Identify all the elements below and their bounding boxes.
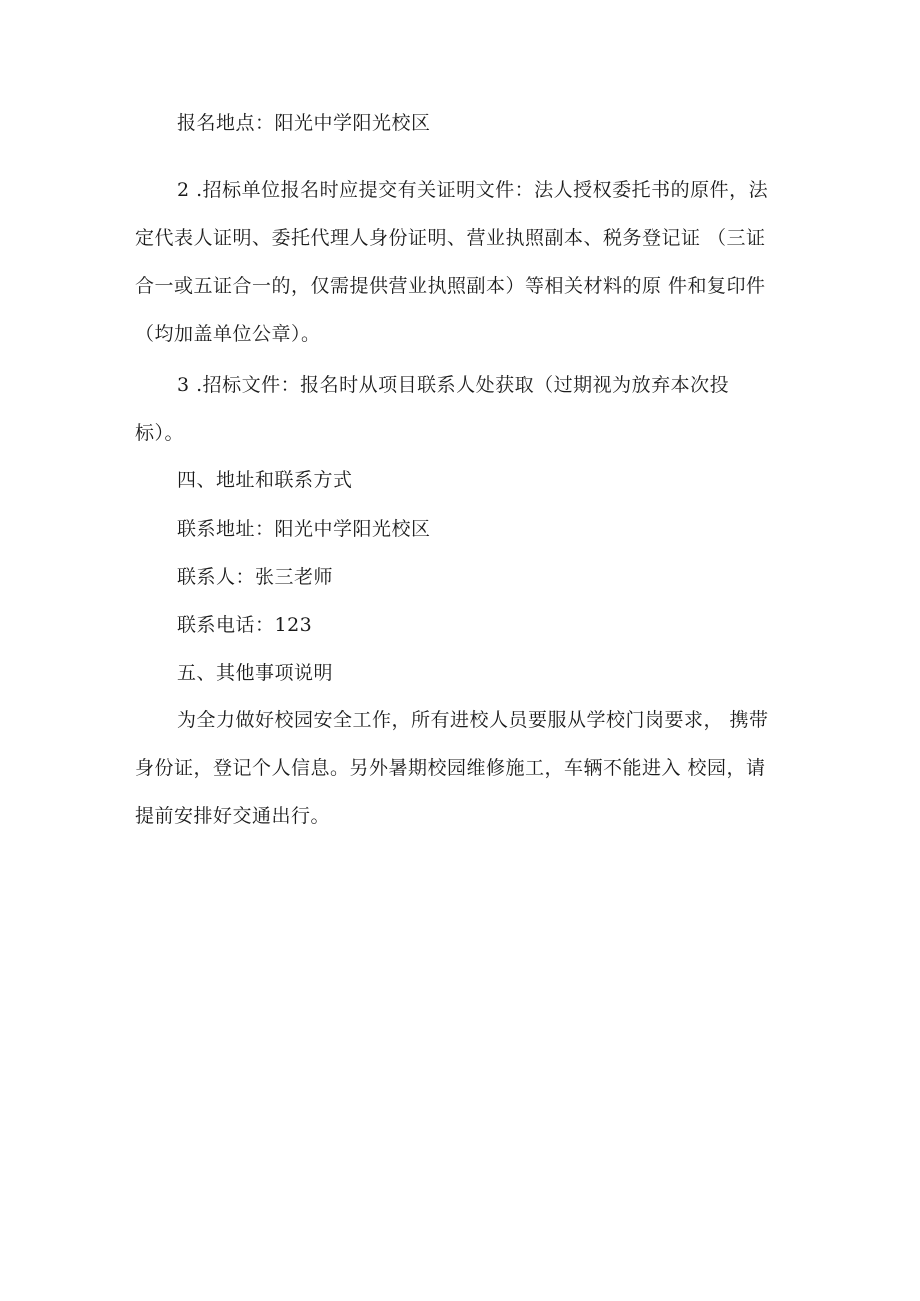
- paragraph-line: 为全力做好校园安全工作，所有进校人员要服从学校门岗要求， 携带: [177, 709, 769, 731]
- paragraph-line: 3 .招标文件：报名时从项目联系人处获取（过期视为放弃本次投: [177, 374, 730, 396]
- contact-person: 联系人：张三老师: [177, 566, 334, 588]
- paragraph-line: 标）。: [135, 422, 185, 444]
- paragraph-item-2: [135, 166, 795, 358]
- paragraph-line: 合一或五证合一的，仅需提供营业执照副本）等相关材料的原 件和复印件: [135, 275, 766, 297]
- section-4-heading: 四、地址和联系方式: [177, 469, 353, 491]
- section-5-heading: 五、其他事项说明: [177, 662, 334, 684]
- paragraph-line: 2 .招标单位报名时应提交有关证明文件：法人授权委托书的原件，法: [177, 179, 769, 201]
- contact-address: 联系地址：阳光中学阳光校区: [177, 518, 431, 540]
- paragraph-line: 身份证，登记个人信息。另外暑期校园维修施工，车辆不能进入 校园，请: [135, 757, 766, 779]
- paragraph-item-3: [135, 361, 795, 457]
- registration-location: 报名地点：阳光中学阳光校区: [177, 112, 431, 134]
- paragraph-line: （均加盖单位公章）。: [135, 323, 321, 345]
- contact-phone: 联系电话：123: [177, 614, 313, 636]
- paragraph-line: 提前安排好交通出行。: [135, 805, 331, 827]
- paragraph-line: 定代表人证明、委托代理人身份证明、营业执照副本、税务登记证 （三证: [135, 227, 766, 249]
- paragraph-notice: [135, 696, 795, 840]
